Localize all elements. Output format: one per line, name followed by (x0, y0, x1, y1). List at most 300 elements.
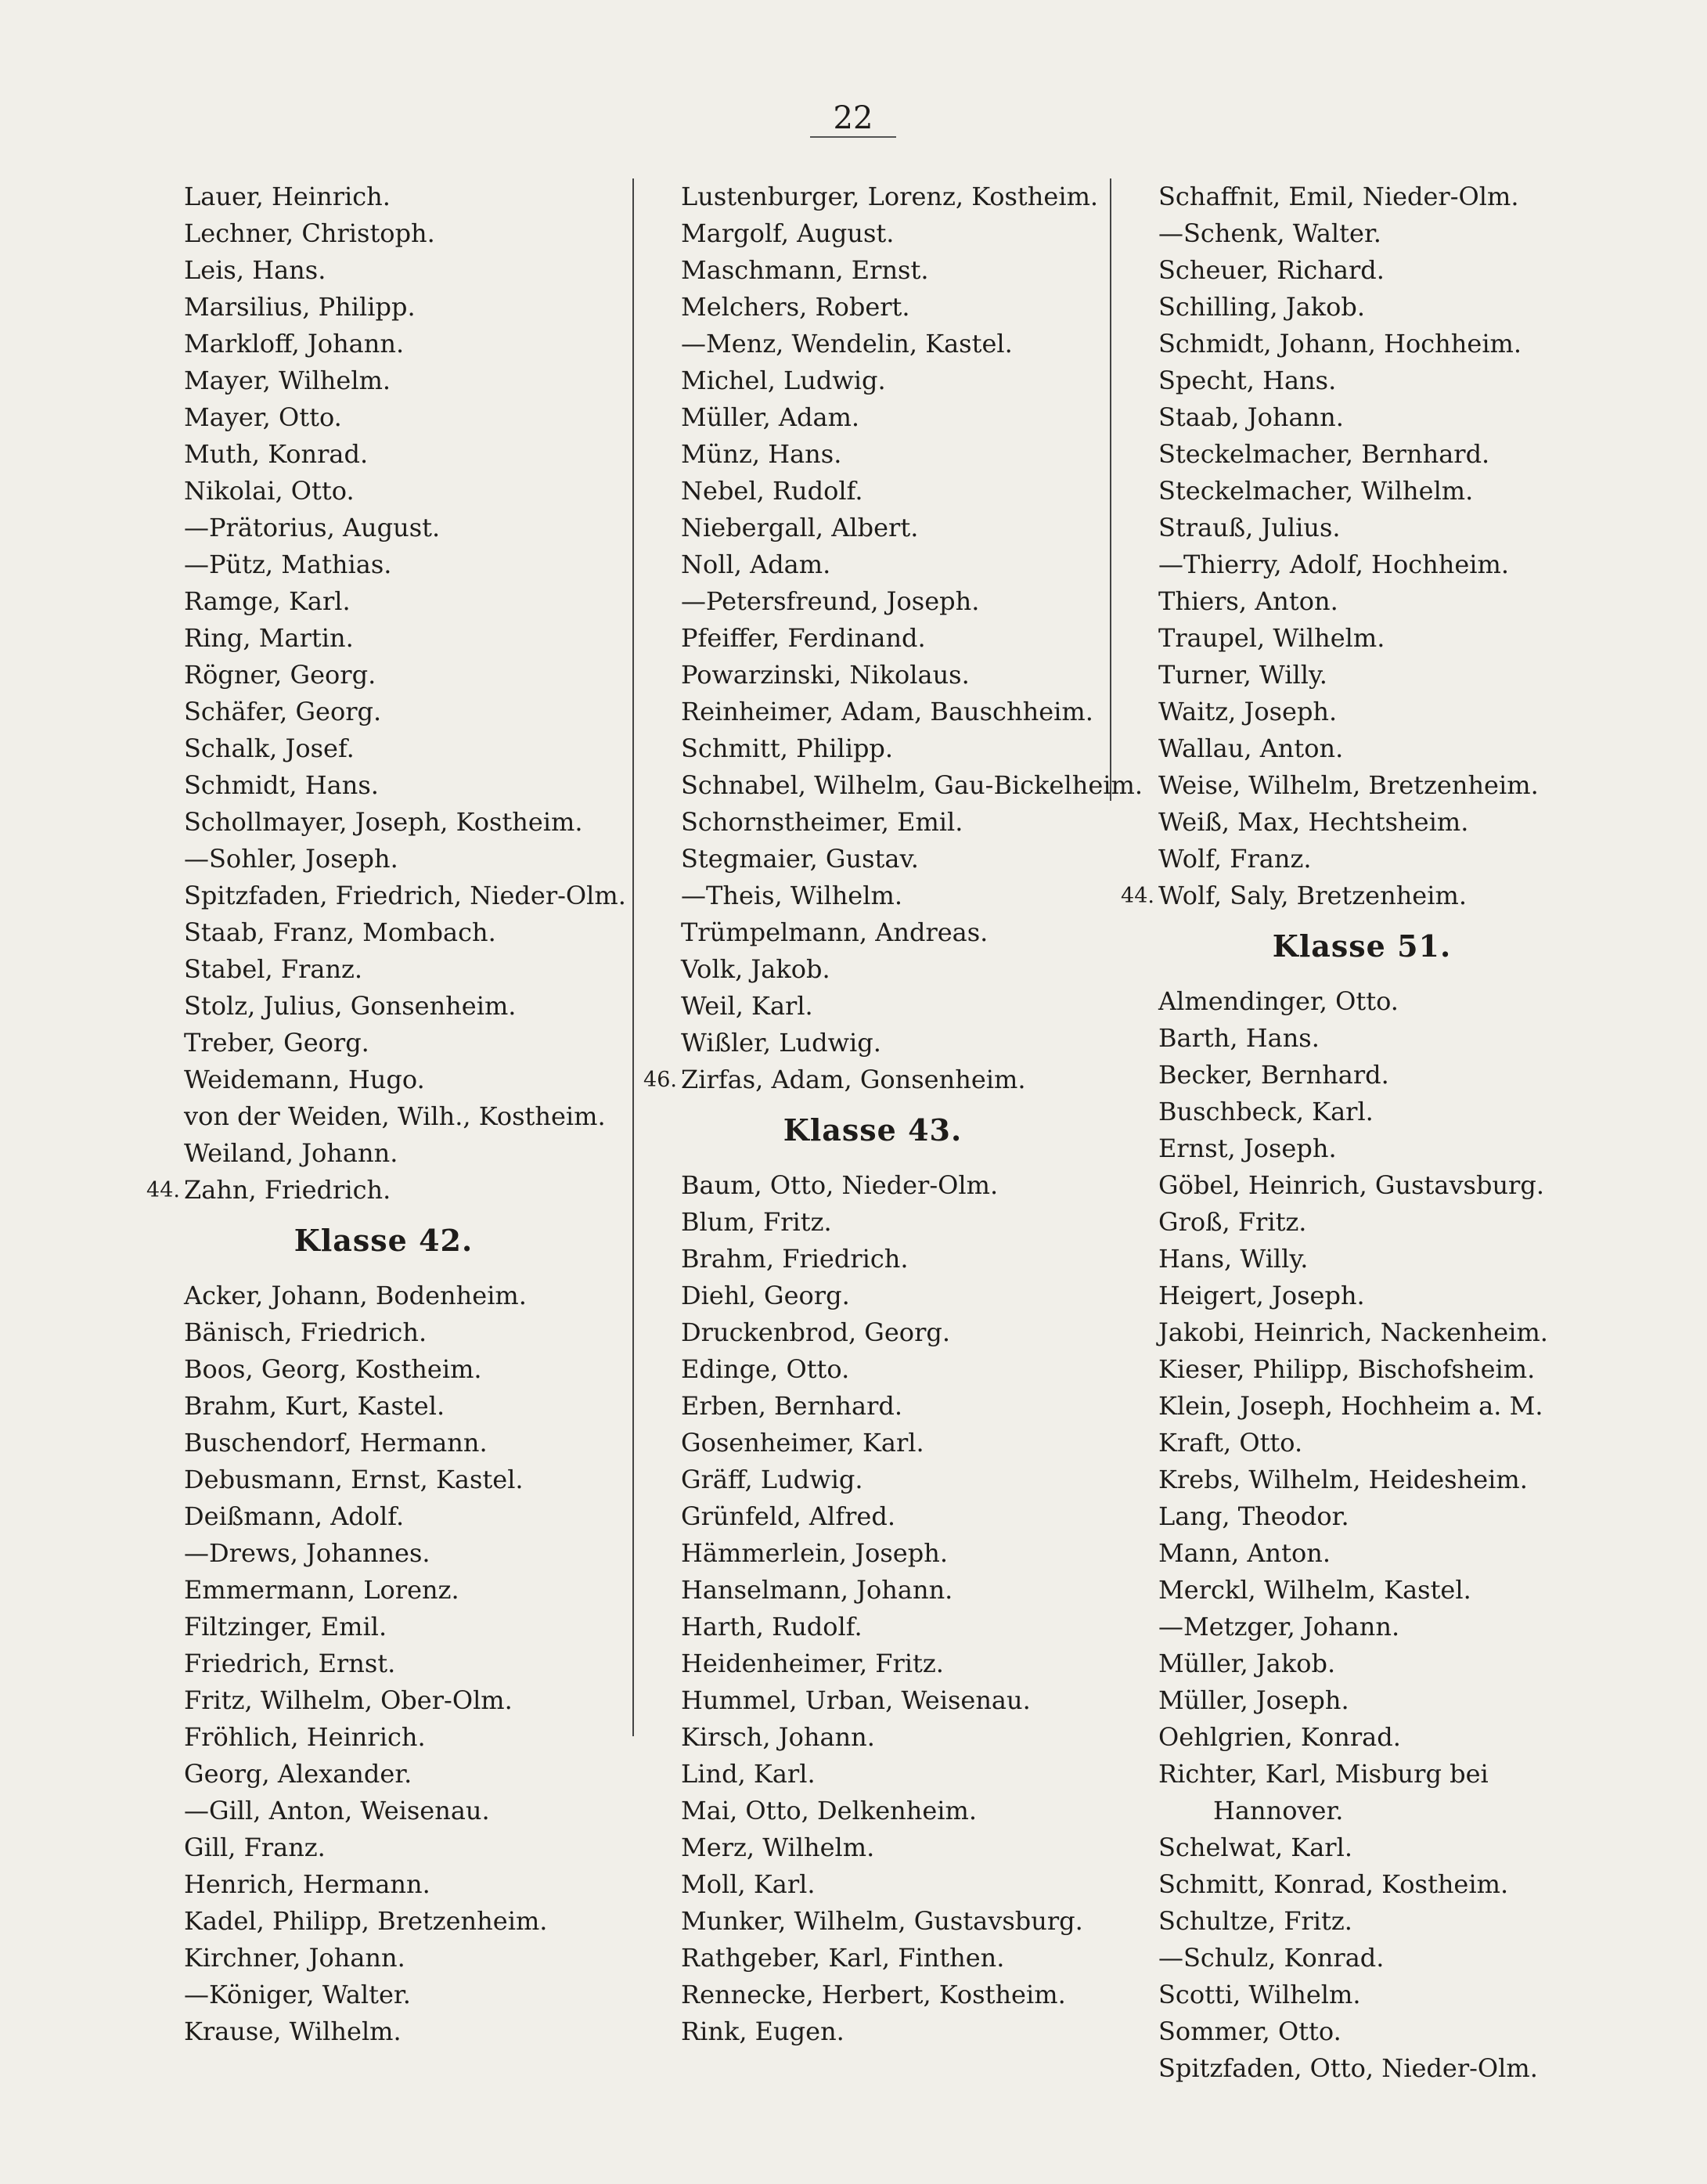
list-item (1121, 878, 1597, 914)
entry-name: Kieser, Philipp, Bischofsheim. (1158, 1354, 1536, 1384)
list-item (1127, 473, 1597, 510)
entry-name: —Schulz, Konrad. (1158, 1943, 1385, 1973)
list-item (153, 473, 614, 510)
entry-name: Schelwat, Karl. (1158, 1833, 1352, 1862)
list-item (153, 951, 614, 988)
entry-name: Stegmaier, Gustav. (681, 844, 919, 874)
entry-name: Markloff, Johann. (184, 329, 405, 359)
entry-name: Mayer, Otto. (184, 402, 342, 432)
entry-name: Diehl, Georg. (681, 1281, 850, 1310)
list-item (153, 620, 614, 657)
entry-name: Lustenburger, Lorenz, Kostheim. (681, 182, 1099, 211)
list-item (153, 1535, 614, 1572)
list-item (153, 804, 614, 841)
list-item (153, 1314, 614, 1351)
list-item (153, 841, 614, 878)
entry-name: Kraft, Otto. (1158, 1428, 1303, 1458)
list-item (1127, 1241, 1597, 1278)
list-item (1127, 252, 1597, 289)
entry-name: Reinheimer, Adam, Bauschheim. (681, 697, 1093, 726)
entry-name: Boos, Georg, Kostheim. (184, 1354, 482, 1384)
list-item (1127, 620, 1597, 657)
entry-name: Becker, Bernhard. (1158, 1060, 1389, 1090)
list-item (153, 289, 614, 326)
entry-name: Powarzinski, Nikolaus. (681, 660, 970, 690)
list-item (650, 215, 1096, 252)
list-item (146, 1172, 614, 1209)
list-item (1127, 510, 1597, 546)
entry-name: Melchers, Robert. (681, 292, 910, 322)
entry-name: Harth, Rudolf. (681, 1612, 863, 1642)
entry-name: Richter, Karl, Misburg bei (1158, 1759, 1489, 1789)
entry-name: Schilling, Jakob. (1158, 292, 1366, 322)
entry-name: Stabel, Franz. (184, 954, 363, 984)
list-item (650, 988, 1096, 1025)
list-item (1127, 694, 1597, 730)
list-item (153, 988, 614, 1025)
list-item (650, 252, 1096, 289)
entry-name: Rögner, Georg. (184, 660, 376, 690)
list-item (153, 1135, 614, 1172)
entry-name: Staab, Johann. (1158, 402, 1344, 432)
entry-name: Filtzinger, Emil. (184, 1612, 387, 1642)
entry-name: Klein, Joseph, Hochheim a. M. (1158, 1391, 1543, 1421)
list-item (1127, 1682, 1597, 1719)
list-item (650, 1609, 1096, 1645)
entry-name: Buschendorf, Hermann. (184, 1428, 488, 1458)
entry-name: Wallau, Anton. (1158, 733, 1344, 763)
entry-name: Brahm, Friedrich. (681, 1244, 909, 1274)
entry-name: Lind, Karl. (681, 1759, 816, 1789)
list-item (153, 1278, 614, 1314)
list-item (1127, 1388, 1597, 1425)
entry-name: Margolf, August. (681, 218, 895, 248)
entry-name: Schornstheimer, Emil. (681, 807, 963, 837)
entry-name: Strauß, Julius. (1158, 513, 1341, 542)
entry-name: —Gill, Anton, Weisenau. (184, 1796, 490, 1825)
entry-name: Weiß, Max, Hechtsheim. (1158, 807, 1469, 837)
entry-name: Hans, Willy. (1158, 1244, 1309, 1274)
entry-number: 44. (146, 1178, 180, 1202)
column-3 (1121, 178, 1597, 2087)
entry-name: Hannover. (1213, 1796, 1344, 1825)
entry-name: Rathgeber, Karl, Finthen. (681, 1943, 1005, 1973)
entry-name: Waitz, Joseph. (1158, 697, 1338, 726)
list-item (153, 1572, 614, 1609)
list-item (650, 767, 1143, 804)
list-item (153, 1461, 614, 1498)
list-item (650, 1498, 1096, 1535)
list-item (1127, 178, 1597, 215)
entry-name: —Königer, Walter. (184, 1980, 411, 2009)
entry-name: Leis, Hans. (184, 255, 326, 285)
list-item (153, 1098, 614, 1135)
list-item (1127, 1572, 1597, 1609)
list-item (153, 1388, 614, 1425)
entry-name: Kadel, Philipp, Bretzenheim. (184, 1906, 548, 1936)
entry-name: Weidemann, Hugo. (184, 1065, 425, 1094)
entry-name: Noll, Adam. (681, 550, 831, 579)
entry-name: Emmermann, Lorenz. (184, 1575, 459, 1605)
list-item (650, 1645, 1096, 1682)
list-item (153, 1645, 614, 1682)
entry-name: Heidenheimer, Fritz. (681, 1649, 944, 1678)
list-item (1127, 2050, 1597, 2087)
list-item (650, 878, 1096, 914)
entry-name: Nikolai, Otto. (184, 476, 355, 506)
list-item (1127, 1130, 1597, 1167)
entry-name: Erben, Bernhard. (681, 1391, 903, 1421)
entry-name: Almendinger, Otto. (1158, 986, 1399, 1016)
list-item (650, 1314, 1096, 1351)
entry-name: Muth, Konrad. (184, 439, 369, 469)
entry-name: Bänisch, Friedrich. (184, 1317, 427, 1347)
entry-name: Ernst, Joseph. (1158, 1133, 1337, 1163)
entry-name: Turner, Willy. (1158, 660, 1327, 690)
list-item (1127, 1719, 1597, 1756)
list-item (1127, 1609, 1597, 1645)
entry-name: Schmidt, Hans. (184, 770, 379, 800)
entry-name: Treber, Georg. (184, 1028, 369, 1058)
list-item (1127, 1461, 1597, 1498)
entry-name: Groß, Fritz. (1158, 1207, 1307, 1237)
entry-name: —Pütz, Mathias. (184, 550, 392, 579)
list-item (650, 1682, 1096, 1719)
list-item (1127, 1829, 1597, 1866)
entry-name: Druckenbrod, Georg. (681, 1317, 951, 1347)
list-item (1127, 1903, 1597, 1940)
entry-name: Munker, Wilhelm, Gustavsburg. (681, 1906, 1083, 1936)
list-item (153, 657, 614, 694)
list-item (650, 1025, 1096, 1061)
entry-name: Kirchner, Johann. (184, 1943, 405, 1973)
entry-name: Volk, Jakob. (681, 954, 830, 984)
list-item (1127, 983, 1597, 1020)
entry-name: Münz, Hans. (681, 439, 842, 469)
entry-name: Merz, Wilhelm. (681, 1833, 875, 1862)
list-item (650, 1425, 1096, 1461)
entry-name: von der Weiden, Wilh., Kostheim. (184, 1101, 606, 1131)
list-item (1127, 1535, 1597, 1572)
list-item (153, 1425, 614, 1461)
entry-name: Traupel, Wilhelm. (1158, 623, 1385, 653)
list-item (153, 546, 614, 583)
list-item (650, 1572, 1096, 1609)
class-heading: Klasse 42. (294, 1223, 474, 1258)
list-item (650, 1940, 1096, 1977)
entry-name: Heigert, Joseph. (1158, 1281, 1365, 1310)
entry-name: Acker, Johann, Bodenheim. (184, 1281, 527, 1310)
list-item (1127, 1940, 1597, 1977)
list-item (650, 1278, 1096, 1314)
list-item (1127, 399, 1597, 436)
entry-name: Gräff, Ludwig. (681, 1465, 863, 1494)
list-item (1127, 2013, 1597, 2050)
entry-name: Müller, Adam. (681, 402, 860, 432)
list-item (650, 694, 1096, 730)
list-item (650, 1167, 1096, 1204)
list-item (1127, 1204, 1597, 1241)
list-item (153, 767, 614, 804)
list-item (153, 914, 614, 951)
list-item (153, 326, 614, 362)
entry-name: Georg, Alexander. (184, 1759, 412, 1789)
entry-name: Schaffnit, Emil, Nieder-Olm. (1158, 182, 1519, 211)
entry-name: Steckelmacher, Bernhard. (1158, 439, 1490, 469)
list-item (1127, 1498, 1597, 1535)
entry-name: Weise, Wilhelm, Bretzenheim. (1158, 770, 1539, 800)
list-item (650, 620, 1096, 657)
list-item (650, 1866, 1096, 1903)
class-heading: Klasse 43. (783, 1112, 963, 1148)
list-item (153, 1940, 614, 1977)
entry-name: Baum, Otto, Nieder-Olm. (681, 1170, 999, 1200)
list-item (153, 1793, 614, 1829)
list-item (643, 1061, 1096, 1098)
entry-name: Deißmann, Adolf. (184, 1501, 405, 1531)
entry-name: Rink, Eugen. (681, 2016, 844, 2046)
entry-name: Weil, Karl. (681, 991, 813, 1021)
class-heading: Klasse 51. (1272, 928, 1452, 964)
column-divider (1110, 178, 1111, 801)
entry-name: Henrich, Hermann. (184, 1869, 430, 1899)
list-item (153, 1719, 614, 1756)
list-item (650, 804, 1096, 841)
list-item (153, 362, 614, 399)
list-item (153, 1682, 614, 1719)
list-item (153, 878, 626, 914)
list-item (650, 326, 1096, 362)
list-item (1127, 1645, 1597, 1682)
entry-name: Kirsch, Johann. (681, 1722, 875, 1752)
entry-name: —Schenk, Walter. (1158, 218, 1381, 248)
list-item (1127, 215, 1597, 252)
entry-name: —Prätorius, August. (184, 513, 441, 542)
column-divider (632, 178, 634, 1736)
list-item (650, 1388, 1096, 1425)
entry-name: Fröhlich, Heinrich. (184, 1722, 426, 1752)
entry-name: Schnabel, Wilhelm, Gau-Bickelheim. (681, 770, 1143, 800)
entry-name: Scheuer, Richard. (1158, 255, 1385, 285)
entry-name: Ring, Martin. (184, 623, 354, 653)
entry-name: Friedrich, Ernst. (184, 1649, 396, 1678)
list-item (650, 289, 1096, 326)
list-item (153, 178, 614, 215)
entry-name: —Sohler, Joseph. (184, 844, 398, 874)
list-item (650, 841, 1096, 878)
entry-name: Weiland, Johann. (184, 1138, 398, 1168)
entry-name: —Theis, Wilhelm. (681, 881, 902, 910)
entry-name: Scotti, Wilhelm. (1158, 1980, 1361, 2009)
entry-name: Steckelmacher, Wilhelm. (1158, 476, 1474, 506)
list-item (153, 1866, 614, 1903)
list-item (650, 1535, 1096, 1572)
entry-name: Rennecke, Herbert, Kostheim. (681, 1980, 1066, 2009)
entry-name: Ramge, Karl. (184, 586, 351, 616)
list-item (153, 1351, 614, 1388)
entry-name: Hummel, Urban, Weisenau. (681, 1685, 1031, 1715)
entry-name: —Thierry, Adolf, Hochheim. (1158, 550, 1510, 579)
entry-name: Hanselmann, Johann. (681, 1575, 953, 1605)
list-item (1127, 804, 1597, 841)
entry-name: —Menz, Wendelin, Kastel. (681, 329, 1013, 359)
list-item (153, 2013, 614, 2050)
list-item (650, 1719, 1096, 1756)
list-item (153, 1609, 614, 1645)
entry-name: Lechner, Christoph. (184, 218, 435, 248)
entry-name: Moll, Karl. (681, 1869, 816, 1899)
list-item (1127, 1425, 1597, 1461)
list-item (153, 215, 614, 252)
entry-name: Merckl, Wilhelm, Kastel. (1158, 1575, 1471, 1605)
list-item (153, 1903, 614, 1940)
list-item (650, 1793, 1096, 1829)
entry-name: Marsilius, Philipp. (184, 292, 416, 322)
list-item (650, 583, 1096, 620)
entry-name: Lang, Theodor. (1158, 1501, 1349, 1531)
entry-name: Brahm, Kurt, Kastel. (184, 1391, 445, 1421)
entry-name: Michel, Ludwig. (681, 366, 886, 395)
entry-number: 44. (1121, 884, 1154, 908)
entry-name: Pfeiffer, Ferdinand. (681, 623, 926, 653)
list-item (650, 178, 1099, 215)
list-item (1127, 767, 1597, 804)
entry-name: Göbel, Heinrich, Gustavsburg. (1158, 1170, 1544, 1200)
list-item (1127, 1057, 1597, 1094)
entry-name: Sommer, Otto. (1158, 2016, 1341, 2046)
entry-name: Staab, Franz, Mombach. (184, 917, 496, 947)
list-item (1127, 1278, 1597, 1314)
list-item (1127, 1094, 1597, 1130)
entry-name: Thiers, Anton. (1158, 586, 1338, 616)
list-item (1127, 1756, 1597, 1793)
list-item (650, 1204, 1096, 1241)
list-item (650, 436, 1096, 473)
entry-name: Mayer, Wilhelm. (184, 366, 391, 395)
list-item (650, 1829, 1096, 1866)
list-item (650, 1977, 1096, 2013)
list-item (650, 1351, 1096, 1388)
list-item (650, 362, 1096, 399)
list-item (153, 583, 614, 620)
entry-name: Schäfer, Georg. (184, 697, 382, 726)
list-item (153, 252, 614, 289)
list-item (1127, 1793, 1597, 1829)
entry-name: Wolf, Franz. (1158, 844, 1312, 874)
list-item (650, 1903, 1096, 1940)
entry-name: Spitzfaden, Otto, Nieder-Olm. (1158, 2053, 1538, 2083)
entry-name: Schollmayer, Joseph, Kostheim. (184, 807, 583, 837)
list-item (153, 399, 614, 436)
list-item (1127, 436, 1597, 473)
list-item (1127, 583, 1597, 620)
list-item (1127, 657, 1597, 694)
entry-name: Blum, Fritz. (681, 1207, 832, 1237)
list-item (153, 730, 614, 767)
entry-name: Zahn, Friedrich. (184, 1175, 391, 1205)
entry-name: Wißler, Ludwig. (681, 1028, 881, 1058)
entry-name: Krause, Wilhelm. (184, 2016, 402, 2046)
entry-name: —Petersfreund, Joseph. (681, 586, 980, 616)
entry-number: 46. (643, 1068, 677, 1092)
entry-name: —Drews, Johannes. (184, 1538, 430, 1568)
column-1 (146, 178, 626, 2050)
page-number: 22 (810, 100, 896, 138)
entry-name: Fritz, Wilhelm, Ober-Olm. (184, 1685, 513, 1715)
entry-name: Stolz, Julius, Gonsenheim. (184, 991, 517, 1021)
entry-name: Schultze, Fritz. (1158, 1906, 1352, 1936)
list-item (650, 1241, 1096, 1278)
entry-name: Schmidt, Johann, Hochheim. (1158, 329, 1522, 359)
list-item (153, 1025, 614, 1061)
entry-name: Debusmann, Ernst, Kastel. (184, 1465, 524, 1494)
list-item (1127, 1977, 1597, 2013)
entry-name: Trümpelmann, Andreas. (681, 917, 989, 947)
entry-name: Niebergall, Albert. (681, 513, 919, 542)
entry-name: Grünfeld, Alfred. (681, 1501, 895, 1531)
entry-name: Mann, Anton. (1158, 1538, 1331, 1568)
list-item (650, 546, 1096, 583)
entry-name: Müller, Joseph. (1158, 1685, 1349, 1715)
entry-name: Barth, Hans. (1158, 1023, 1320, 1053)
list-item (650, 399, 1096, 436)
list-item (650, 1756, 1096, 1793)
list-item (650, 1461, 1096, 1498)
list-item (1127, 730, 1597, 767)
list-item (1127, 1351, 1597, 1388)
list-item (1127, 841, 1597, 878)
entry-name: Hämmerlein, Joseph. (681, 1538, 948, 1568)
list-item (1127, 326, 1597, 362)
list-item (650, 951, 1096, 988)
list-item (1127, 1167, 1597, 1204)
list-item (1127, 1314, 1597, 1351)
list-item (650, 657, 1096, 694)
entry-name: —Metzger, Johann. (1158, 1612, 1400, 1642)
entry-name: Krebs, Wilhelm, Heidesheim. (1158, 1465, 1528, 1494)
entry-name: Schalk, Josef. (184, 733, 355, 763)
list-item (153, 1829, 614, 1866)
entry-name: Nebel, Rudolf. (681, 476, 863, 506)
entry-name: Oehlgrien, Konrad. (1158, 1722, 1401, 1752)
entry-name: Schmitt, Philipp. (681, 733, 894, 763)
list-item (1127, 546, 1597, 583)
list-item (153, 1498, 614, 1535)
list-item (1127, 289, 1597, 326)
list-item (1127, 1020, 1597, 1057)
entry-name: Müller, Jakob. (1158, 1649, 1336, 1678)
list-item (650, 2013, 1096, 2050)
list-item (153, 1756, 614, 1793)
list-item (1127, 1866, 1597, 1903)
entry-name: Schmitt, Konrad, Kostheim. (1158, 1869, 1509, 1899)
entry-name: Zirfas, Adam, Gonsenheim. (681, 1065, 1026, 1094)
entry-name: Spitzfaden, Friedrich, Nieder-Olm. (184, 881, 626, 910)
entry-name: Jakobi, Heinrich, Nackenheim. (1158, 1317, 1548, 1347)
list-item (650, 730, 1096, 767)
entry-name: Edinge, Otto. (681, 1354, 850, 1384)
list-item (153, 1061, 614, 1098)
entry-name: Mai, Otto, Delkenheim. (681, 1796, 978, 1825)
entry-name: Wolf, Saly, Bretzenheim. (1158, 881, 1467, 910)
list-item (153, 436, 614, 473)
list-item (650, 510, 1096, 546)
entry-name: Specht, Hans. (1158, 366, 1337, 395)
entry-name: Buschbeck, Karl. (1158, 1097, 1374, 1126)
list-item (650, 914, 1096, 951)
list-item (650, 473, 1096, 510)
list-item (153, 694, 614, 730)
